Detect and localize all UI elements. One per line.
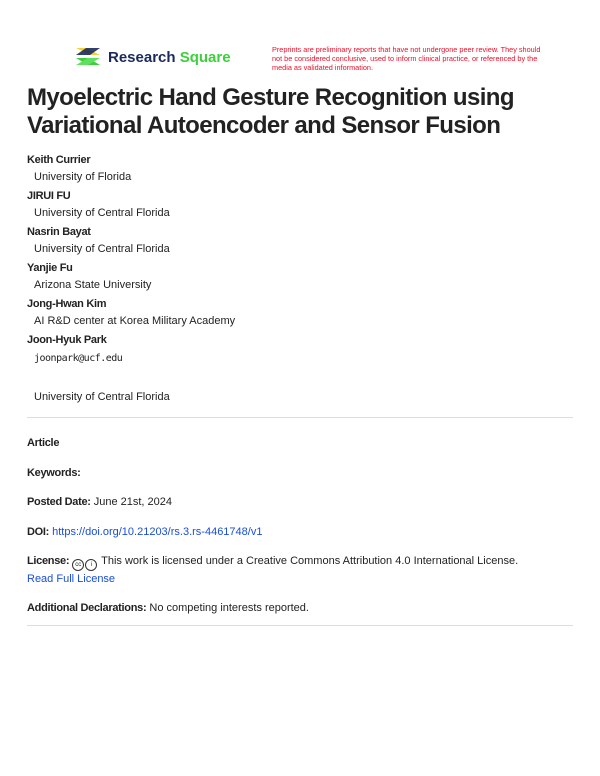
keywords-label: Keywords: [27,467,81,479]
preprint-notice: Preprints are preliminary reports that have not undergone peer review. They should not be considered conclusive, used to inform clinical practice, or referenced by the media as validated information. [272,45,541,72]
author-affiliation: Arizona State University [34,279,152,291]
author-affiliation: University of Florida [34,171,132,183]
paper-title: Myoelectric Hand Gesture Recognition using Variational Autoencoder and Sensor Fusion [27,84,514,139]
posted-date: June 21st, 2024 [93,496,172,508]
author-affiliation: University of Central Florida [34,243,170,255]
author-name: Keith Currier [27,154,91,166]
author-affiliation: AI R&D center at Korea Military Academy [34,315,236,327]
research-square-logo-icon [74,46,102,68]
license-text: This work is licensed under a Creative Commons Attribution 4.0 International License. [101,555,519,567]
author-name: JIRUI FU [27,190,71,202]
declarations-label: Additional Declarations: [27,602,147,614]
author-affiliation: University of Central Florida [34,207,170,219]
cc-by-icon: i [85,559,97,571]
author-name: Joon-Hyuk Park [27,334,107,346]
author-name: Nasrin Bayat [27,226,91,238]
doi-link[interactable]: https://doi.org/10.21203/rs.3.rs-4461748/v1 [52,526,263,538]
cc-icon: cc [72,559,84,571]
author-email[interactable]: joonpark@ucf.edu [34,353,123,364]
posted-date-label: Posted Date: [27,496,91,508]
divider [27,625,573,626]
logo-text-main: Research [108,48,176,66]
logo-text-accent: Square [179,48,231,66]
research-square-logo[interactable] [74,46,231,68]
divider [27,417,573,418]
article-type: Article [27,437,60,449]
read-full-license-link[interactable]: Read Full License [27,573,116,585]
author-name: Jong-Hwan Kim [27,298,107,310]
author-name: Yanjie Fu [27,262,73,274]
declarations-text: No competing interests reported. [149,602,309,614]
author-affiliation: University of Central Florida [34,391,170,403]
doi-label: DOI: [27,526,50,538]
license-label: License: [27,555,70,567]
